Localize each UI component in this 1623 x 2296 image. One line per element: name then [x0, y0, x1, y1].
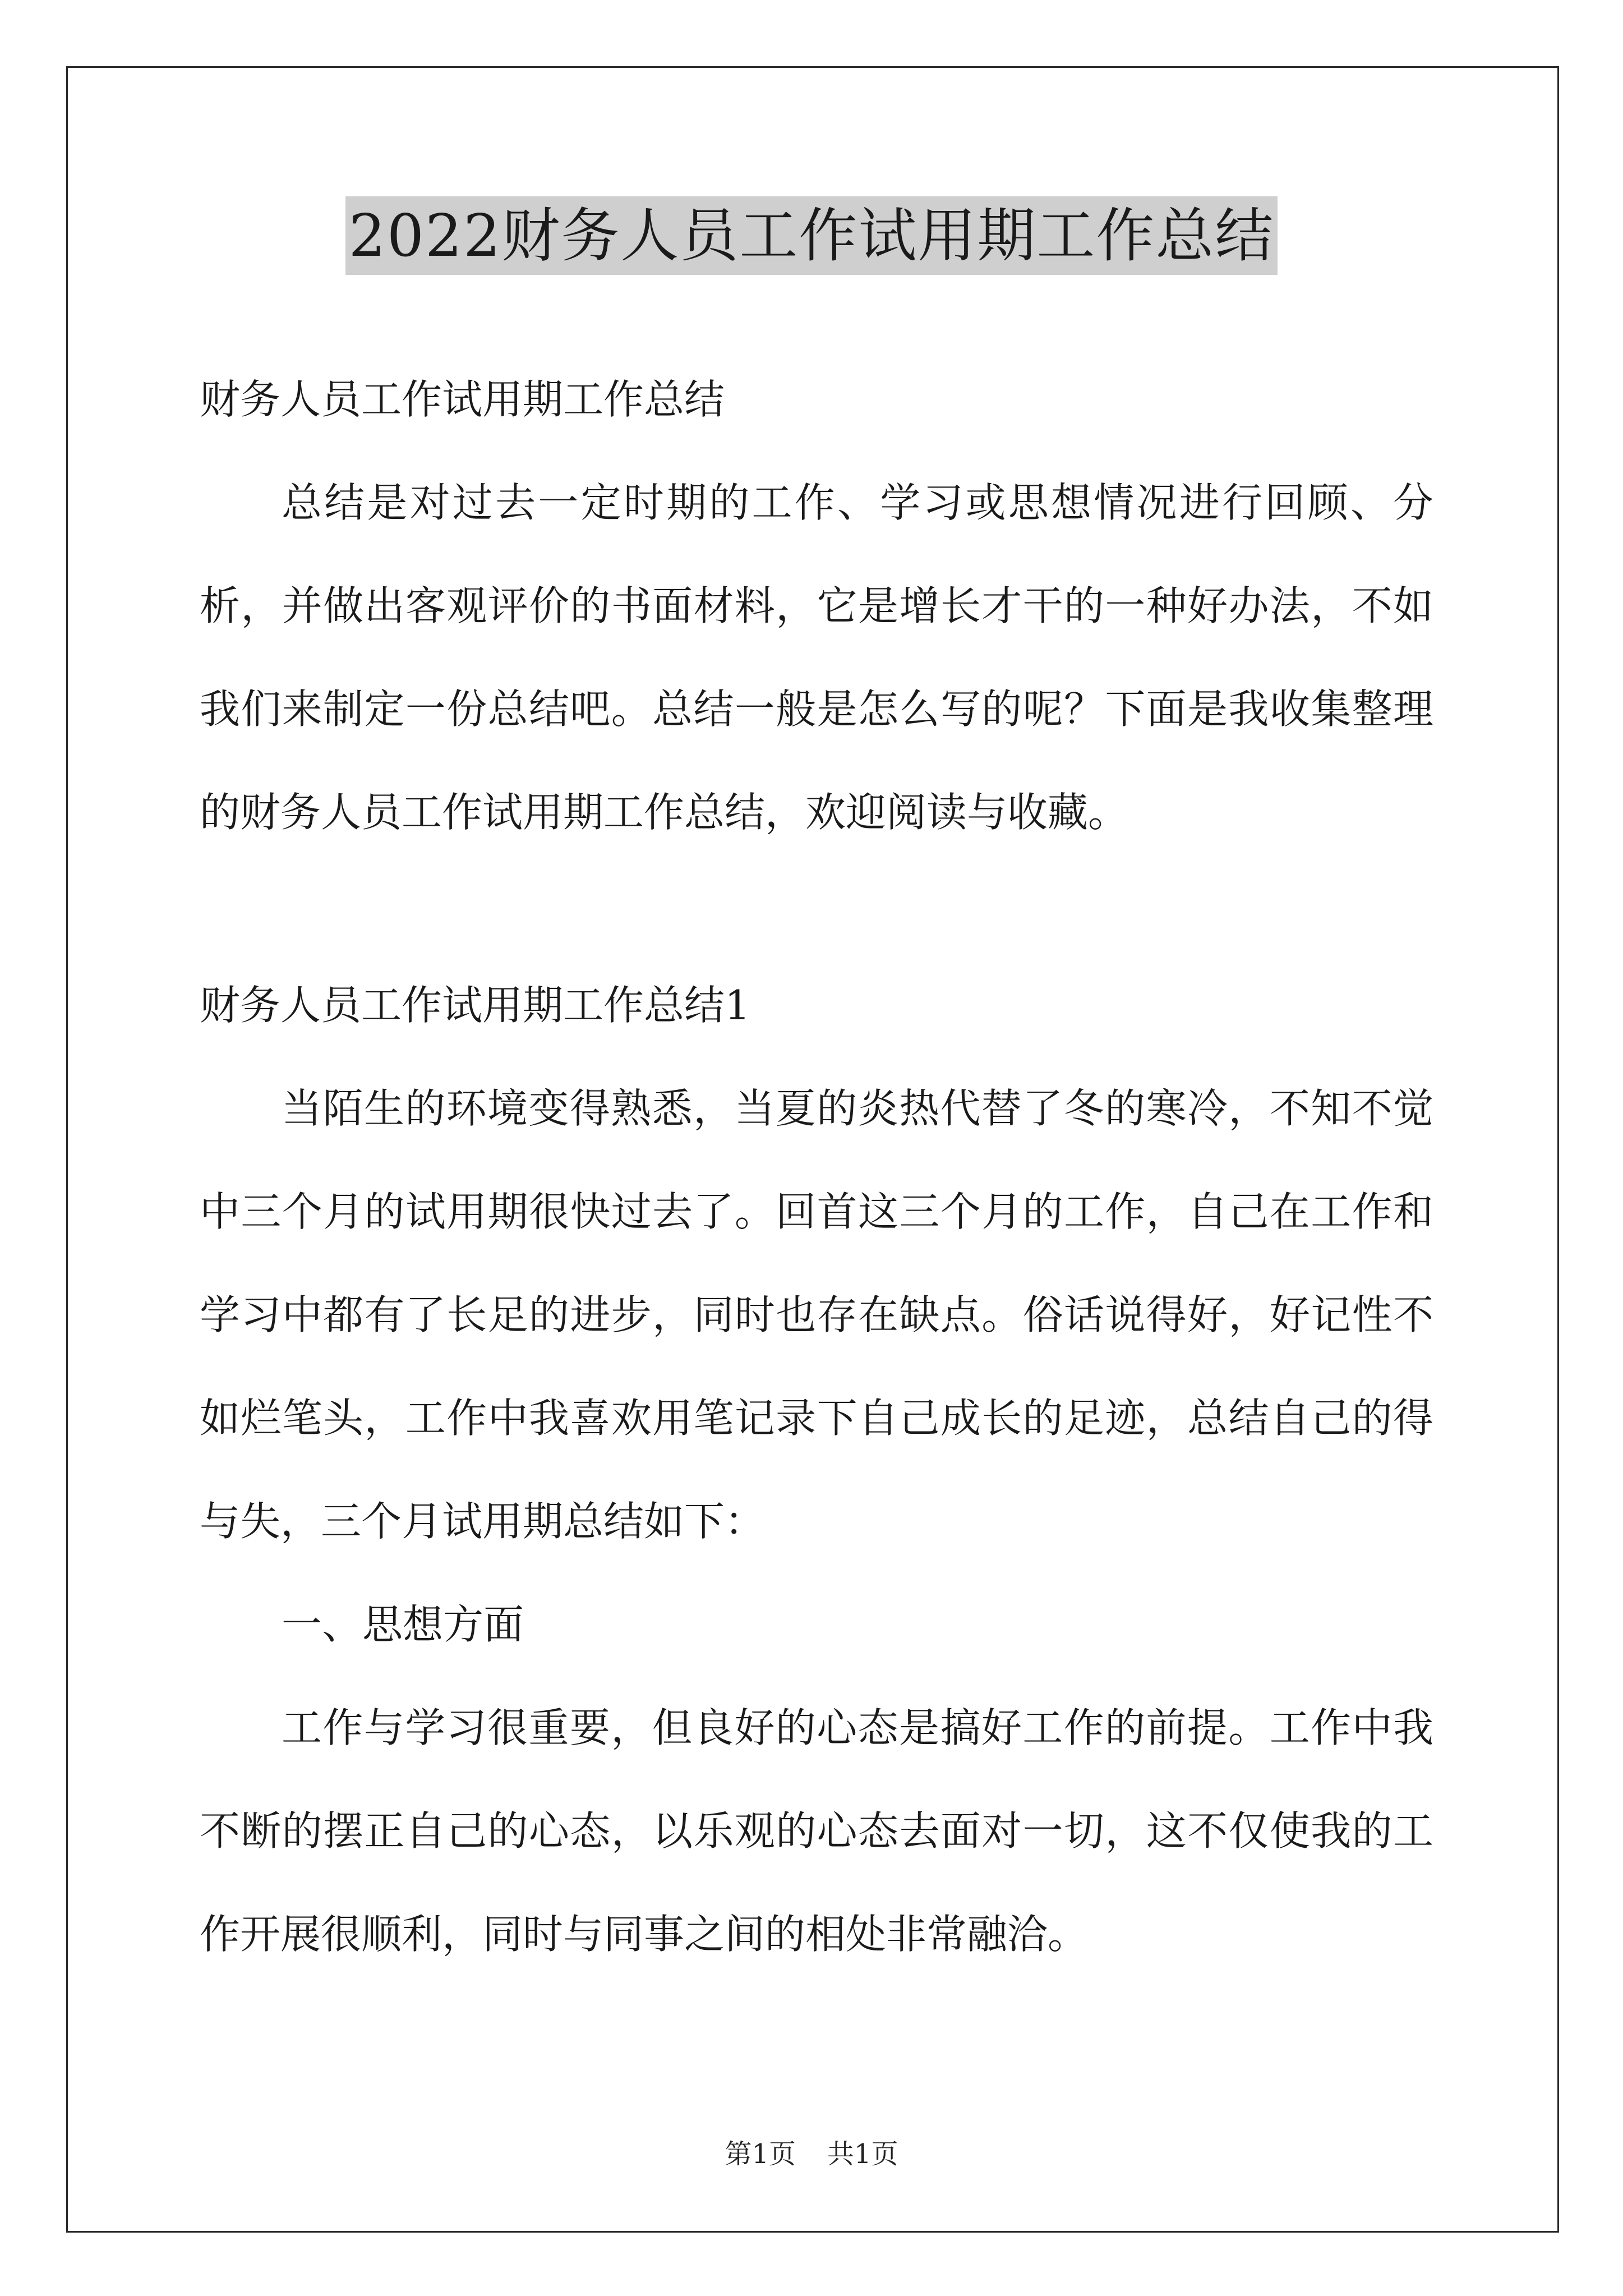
document-body	[200, 348, 1433, 1986]
page-number: 第1页	[725, 2138, 796, 2170]
body-paragraph: 当陌生的环境变得熟悉，当夏的炎热代替了冬的寒冷，不知不觉中三个月的试用期很快过去了。回首这三个月的工作，自己在工作和学习中都有了长足的进步，同时也存在缺点。俗话说得好，好记性不如烂笔头，工作中我喜欢用笔记录下自己成长的足迹，总结自己的得与失，三个月试用期总结如下：	[200, 1085, 1433, 1545]
title-container	[0, 196, 1623, 275]
page-footer	[0, 2137, 1623, 2171]
document-subtitle: 财务人员工作试用期工作总结	[200, 376, 725, 423]
body-paragraph: 工作与学习很重要，但良好的心态是搞好工作的前提。工作中我不断的摆正自己的心态，以乐观的心态去面对一切，这不仅使我的工作开展很顺利，同时与同事之间的相处非常融洽。	[200, 1704, 1433, 1958]
intro-paragraph: 总结是对过去一定时期的工作、学习或思想情况进行回顾、分析，并做出客观评价的书面材料，它是增长才干的一种好办法，不如我们来制定一份总结吧。总结一般是怎么写的呢？下面是我收集整理的财务人员工作试用期工作总结，欢迎阅读与收藏。	[200, 479, 1433, 836]
page-total: 共1页	[827, 2138, 898, 2170]
document-title: 2022财务人员工作试用期工作总结	[345, 196, 1278, 275]
section-heading: 财务人员工作试用期工作总结1	[200, 982, 750, 1029]
subsection-heading: 一、思想方面	[282, 1601, 524, 1648]
